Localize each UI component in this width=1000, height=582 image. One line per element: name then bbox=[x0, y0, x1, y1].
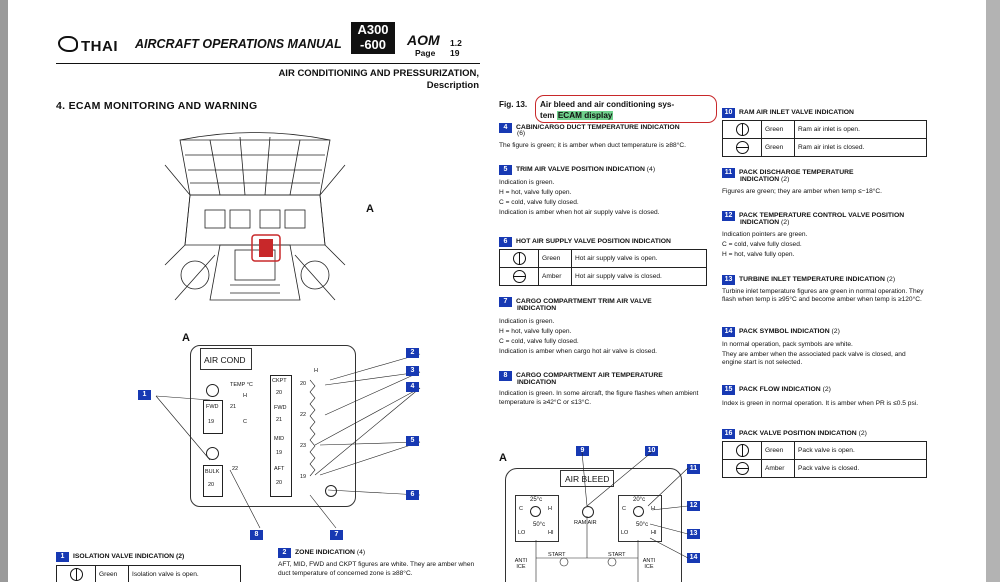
ram-air-open-icon bbox=[736, 123, 749, 136]
chapter-line2: Description bbox=[426, 80, 479, 91]
trim-aft-value: 19 bbox=[300, 474, 307, 480]
item-15-title: PACK FLOW INDICATION bbox=[739, 386, 821, 393]
figure-title-line1: Air bleed and air conditioning sys- bbox=[540, 100, 675, 109]
panel-label-a: A bbox=[182, 332, 190, 344]
trim-h: H bbox=[314, 368, 318, 374]
left-flow-lo: LO bbox=[518, 530, 526, 536]
table-row: Green Pack valve is open. bbox=[723, 442, 927, 460]
left-pack-discharge-temp: 25°c bbox=[530, 497, 543, 503]
item-2-header bbox=[278, 548, 365, 558]
thai-logo bbox=[58, 36, 118, 55]
item-7-line2: H = hot, valve fully open. bbox=[499, 328, 572, 335]
figure-label: Fig. 13. bbox=[499, 100, 528, 109]
isolation-h: H bbox=[243, 393, 247, 399]
item-14-line2: They are amber when the associated pack valve is closed, and engine start is not selected. bbox=[722, 351, 906, 366]
revision-number: 1.2 bbox=[450, 38, 462, 48]
callout-12: 12 bbox=[687, 501, 700, 511]
item-16-title: PACK VALVE POSITION INDICATION bbox=[739, 430, 857, 437]
right-pack-discharge-temp: 20°c bbox=[633, 497, 646, 503]
item-1-table bbox=[56, 565, 241, 582]
item-13-body: Turbine inlet temperature figures are green in normal operation. They flash when temp is ≥95°C and become amber when temp is ≥120°C. bbox=[722, 288, 924, 303]
aom-label: AOM bbox=[407, 32, 440, 48]
callout-11: 11 bbox=[687, 464, 700, 474]
item-6-title: HOT AIR SUPPLY VALVE POSITION INDICATION bbox=[516, 238, 671, 245]
chapter-title bbox=[278, 68, 479, 92]
fwd-label: FWD bbox=[206, 404, 219, 410]
figure-title-line2: tem bbox=[540, 111, 557, 120]
right-turbine-temp: 50°c bbox=[636, 522, 649, 528]
right-anti-ice-label: ANTI ICE bbox=[642, 558, 656, 570]
item-1-count: (2) bbox=[175, 553, 185, 560]
item-14-line1: In normal operation, pack symbols are white. bbox=[722, 341, 853, 348]
callout-7: 7 bbox=[330, 530, 343, 540]
pack-valve-closed-icon bbox=[736, 462, 749, 475]
item-1-number: 1 bbox=[56, 552, 69, 562]
item-4-header bbox=[499, 123, 680, 133]
item-8-body: Indication is green. In some aircraft, the figure flashes when ambient temperature is ≥42°C or ≤13°C. bbox=[499, 390, 699, 406]
air-bleed-lines bbox=[500, 440, 700, 582]
item-14-number: 14 bbox=[722, 327, 735, 337]
callout-10: 10 bbox=[645, 446, 658, 456]
left-flow-hi: HI bbox=[548, 530, 554, 536]
ram-air-label: RAM AIR bbox=[574, 520, 597, 526]
table-row: Amber Pack valve is closed. bbox=[723, 460, 927, 478]
item-5-line4: Indication is amber when hot air supply valve is closed. bbox=[499, 209, 660, 216]
trim-mid-value: 23 bbox=[300, 443, 307, 449]
figure-title-highlight: ECAM display bbox=[557, 111, 613, 120]
air-bleed-title: AIR BLEED bbox=[565, 474, 610, 484]
item-6-table bbox=[499, 249, 707, 286]
thai-orchid-icon bbox=[58, 36, 78, 52]
table-row: Amber Hot air supply valve is closed. bbox=[500, 268, 707, 286]
right-pack-h: H bbox=[651, 506, 655, 512]
callout-4: 4 bbox=[406, 382, 419, 392]
callout-8: 8 bbox=[250, 530, 263, 540]
item-15-number: 15 bbox=[722, 385, 735, 395]
isolation-c: C bbox=[243, 419, 247, 425]
air-cond-leader-lines bbox=[140, 340, 440, 540]
view-label-a: A bbox=[366, 203, 374, 215]
air-cond-title: AIR COND bbox=[204, 355, 246, 365]
item-5-header bbox=[499, 165, 655, 175]
left-anti-ice-label: ANTI ICE bbox=[514, 558, 528, 570]
item-7-line3: C = cold, valve fully closed. bbox=[499, 338, 579, 345]
table-row: Green Hot air supply valve is open. bbox=[500, 250, 707, 268]
aircraft-type-box bbox=[351, 22, 395, 54]
ram-air-closed-icon bbox=[736, 141, 749, 154]
item-10-title: RAM AIR INLET VALVE INDICATION bbox=[739, 109, 854, 116]
trim-fwd-value: 22 bbox=[300, 412, 307, 418]
item-16-table bbox=[722, 441, 927, 478]
item-10-number: 10 bbox=[722, 108, 735, 118]
table-row: Green Isolation valve is open. bbox=[57, 566, 241, 582]
item-15-count: (2) bbox=[822, 386, 831, 393]
ckpt-label: CKPT bbox=[272, 378, 287, 384]
callout-2: 2 bbox=[406, 348, 419, 358]
item-4-number: 4 bbox=[499, 123, 512, 133]
header-rule bbox=[56, 63, 480, 64]
item-5-line1: Indication is green. bbox=[499, 179, 555, 186]
item-2-number: 2 bbox=[278, 548, 291, 558]
item-5-title: TRIM AIR VALVE POSITION INDICATION bbox=[516, 166, 645, 173]
mid-label: MID bbox=[274, 436, 285, 442]
callout-3: 3 bbox=[406, 366, 419, 376]
pack-valve-open-icon bbox=[736, 444, 749, 457]
item-11-count: (2) bbox=[781, 176, 790, 183]
left-turbine-temp: 50°c bbox=[533, 522, 546, 528]
cockpit-illustration bbox=[160, 125, 350, 315]
right-start-label: START bbox=[608, 552, 626, 558]
item-16-header bbox=[722, 429, 867, 439]
fwd-temp: 21 bbox=[230, 404, 237, 410]
item-1-header bbox=[56, 552, 184, 562]
item-12-line3: H = hot, valve fully open. bbox=[722, 251, 795, 258]
aft-label: AFT bbox=[274, 466, 285, 472]
logo-text: THAI bbox=[81, 38, 118, 55]
panel-b-label: A bbox=[499, 452, 507, 464]
left-pack-h: H bbox=[548, 506, 552, 512]
chapter-line1: AIR CONDITIONING AND PRESSURIZATION, bbox=[278, 68, 479, 79]
ckpt-value: 20 bbox=[276, 390, 283, 396]
item-12-line1: Indication pointers are green. bbox=[722, 231, 808, 238]
item-11-title-2: INDICATION (2) bbox=[740, 176, 790, 183]
item-15-header bbox=[722, 385, 831, 395]
item-6-header bbox=[499, 237, 671, 247]
bulk-value: 20 bbox=[208, 482, 215, 488]
item-5-count: (4) bbox=[646, 166, 656, 173]
callout-5: 5 bbox=[406, 436, 419, 446]
temp-label: TEMP °C bbox=[230, 382, 253, 388]
right-flow-lo: LO bbox=[621, 530, 629, 536]
item-2-title: ZONE INDICATION bbox=[295, 549, 355, 556]
fwd-zone-value: 21 bbox=[276, 417, 283, 423]
item-12-number: 12 bbox=[722, 211, 735, 221]
trim-ckpt-value: 20 bbox=[300, 381, 307, 387]
item-4-title: CABIN/CARGO DUCT TEMPERATURE INDICATION bbox=[516, 124, 680, 131]
item-12-count: (2) bbox=[781, 219, 790, 226]
item-10-table bbox=[722, 120, 927, 157]
valve-open-icon bbox=[513, 252, 526, 265]
item-7-line4: Indication is amber when cargo hot air valve is closed. bbox=[499, 348, 657, 355]
right-flow-hi: HI bbox=[651, 530, 657, 536]
item-1-title: ISOLATION VALVE INDICATION bbox=[73, 553, 175, 560]
item-10-header bbox=[722, 108, 854, 118]
item-12-title: PACK TEMPERATURE CONTROL VALVE POSITION bbox=[739, 212, 905, 219]
item-16-count: (2) bbox=[858, 430, 867, 437]
manual-title: AIRCRAFT OPERATIONS MANUAL bbox=[135, 37, 342, 51]
item-4-body: The figure is green; it is amber when duct temperature is ≥88°C. bbox=[499, 142, 686, 149]
callout-9: 9 bbox=[576, 446, 589, 456]
callout-1: 1 bbox=[138, 390, 151, 400]
section-title: 4. ECAM MONITORING AND WARNING bbox=[56, 100, 258, 112]
item-5-number: 5 bbox=[499, 165, 512, 175]
left-pack-c: C bbox=[519, 506, 523, 512]
item-14-count: (2) bbox=[831, 328, 840, 335]
callout-14: 14 bbox=[687, 553, 700, 563]
item-11-title: PACK DISCHARGE TEMPERATURE bbox=[739, 169, 854, 176]
item-12-title-2: INDICATION (2) bbox=[740, 219, 790, 226]
bulk-temp: 22 bbox=[232, 466, 239, 472]
callout-6: 6 bbox=[406, 490, 419, 500]
table-row: Green Ram air inlet is closed. bbox=[723, 139, 927, 157]
item-14-header bbox=[722, 327, 840, 337]
figure-title-annotation bbox=[535, 95, 717, 123]
item-14-title: PACK SYMBOL INDICATION bbox=[739, 328, 830, 335]
aircraft-type-line2: -600 bbox=[359, 37, 387, 52]
item-5-line3: C = cold, valve fully closed. bbox=[499, 199, 579, 206]
item-8-number: 8 bbox=[499, 371, 512, 381]
item-13-title: TURBINE INLET TEMPERATURE INDICATION bbox=[739, 276, 885, 283]
item-2-body: AFT, MID, FWD and CKPT figures are white. They are amber when duct temperature of concerned zone is ≥88°C. bbox=[278, 561, 475, 577]
page-number: 19 bbox=[450, 48, 460, 58]
item-4-count: (6) bbox=[517, 130, 526, 137]
item-11-number: 11 bbox=[722, 168, 735, 178]
callout-13: 13 bbox=[687, 529, 700, 539]
item-11-body: Figures are green; they are amber when temp ≤−18°C. bbox=[722, 188, 883, 195]
item-13-number: 13 bbox=[722, 275, 735, 285]
valve-open-icon bbox=[70, 568, 83, 581]
item-12-line2: C = cold, valve fully closed. bbox=[722, 241, 802, 248]
aircraft-type-line1: A300 bbox=[357, 22, 389, 37]
valve-closed-icon bbox=[513, 270, 526, 283]
item-8-title-2: INDICATION bbox=[517, 379, 557, 386]
table-row: Green Ram air inlet is open. bbox=[723, 121, 927, 139]
left-start-label: START bbox=[548, 552, 566, 558]
item-7-title: CARGO COMPARTMENT TRIM AIR VALVE bbox=[516, 298, 652, 305]
right-pack-c: C bbox=[622, 506, 626, 512]
item-6-number: 6 bbox=[499, 237, 512, 247]
item-13-header bbox=[722, 275, 895, 285]
item-7-number: 7 bbox=[499, 297, 512, 307]
item-7-line1: Indication is green. bbox=[499, 318, 555, 325]
fwd-zone-label: FWD bbox=[274, 405, 287, 411]
aft-value: 20 bbox=[276, 480, 283, 486]
page-label: Page bbox=[415, 48, 436, 58]
item-5-line2: H = hot, valve fully open. bbox=[499, 189, 572, 196]
item-2-count: (4) bbox=[356, 549, 366, 556]
item-15-body: Index is green in normal operation. It is amber when PR is ≤0.5 psi. bbox=[722, 400, 919, 407]
fwd-value: 19 bbox=[208, 419, 215, 425]
mid-value: 19 bbox=[276, 450, 283, 456]
item-13-count: (2) bbox=[886, 276, 896, 283]
bulk-label: BULK bbox=[205, 469, 220, 475]
item-7-title-2: INDICATION bbox=[517, 305, 557, 312]
item-8-title: CARGO COMPARTMENT AIR TEMPERATURE bbox=[516, 372, 663, 379]
item-16-number: 16 bbox=[722, 429, 735, 439]
